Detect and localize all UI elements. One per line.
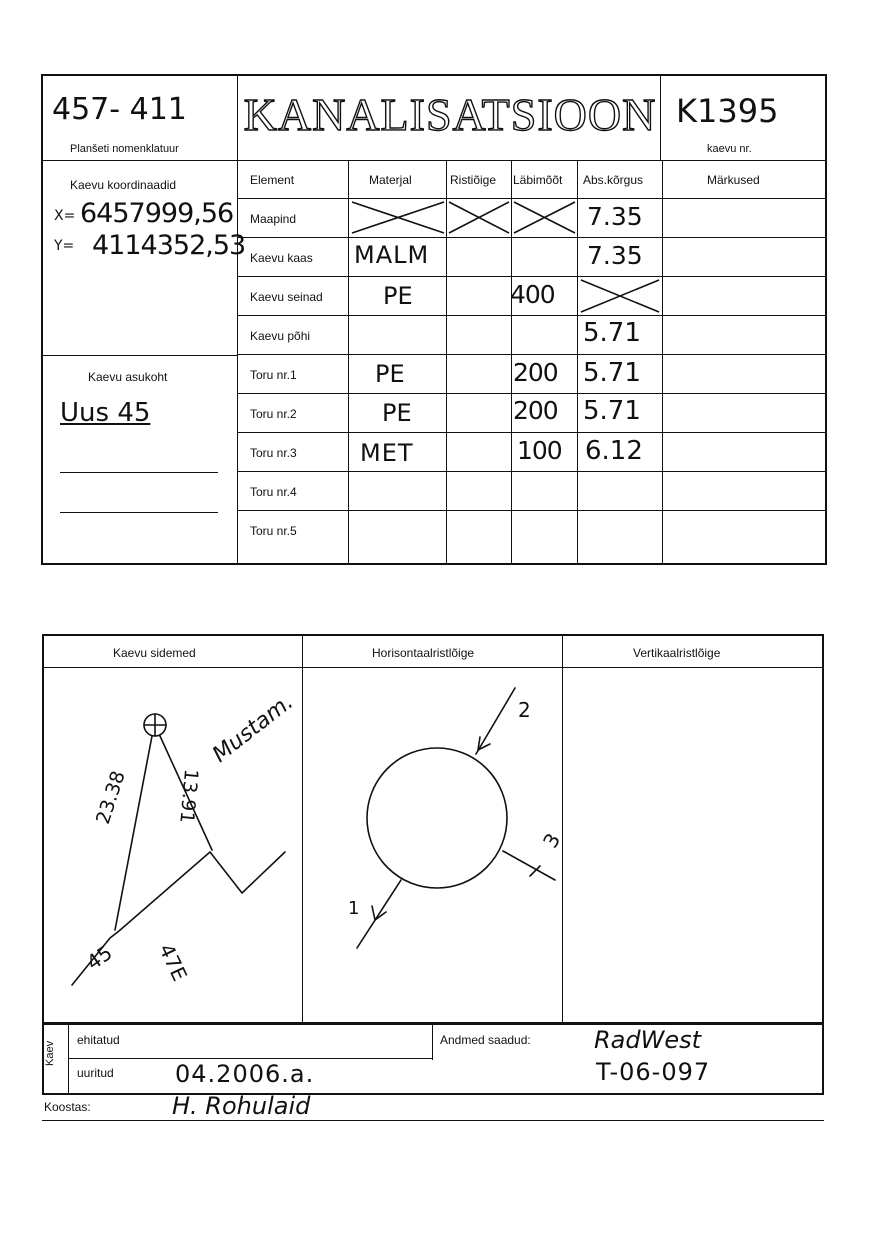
cell-pipe2-material: PE [382,399,412,427]
cell-pipe2-diameter: 200 [513,396,558,425]
pipe-1-line [357,880,401,948]
compiled-label: Koostas: [44,1100,91,1114]
col-header-abs: Abs.kõrgus [583,173,644,187]
col-header-material: Materjal [369,173,412,187]
cell-walls-material: PE [383,282,413,310]
pipe-1-label: 1 [348,898,360,919]
well-section-circle [367,748,507,888]
coordinates-label: Kaevu koordinaadid [70,178,177,192]
cell-lid-abs: 7.35 [587,241,643,270]
house-number-45: 45 [82,940,117,975]
data-given-label: Andmed saadud: [440,1033,531,1047]
well-number-value: K1395 [676,92,779,130]
row-label-bottom: Kaevu põhi [250,329,311,343]
col-header-cross: Ristiõige [450,173,497,187]
row-label-pipe-1: Toru nr.1 [250,368,297,382]
col-header-diameter: Läbimõõt [513,173,563,187]
x-prefix: X= [54,208,76,224]
cell-pipe1-material: PE [375,360,405,388]
map-sheet-label: Planšeti nomenklatuur [70,143,179,155]
tie-distance-1: 23.38 [92,768,130,827]
data-given-value-2: T-06-097 [596,1058,711,1086]
pipe-2-line [476,688,515,754]
pipe-3-line [503,851,555,880]
map-sheet-value: 457- 411 [52,92,187,127]
cell-pipe1-diameter: 200 [513,358,558,387]
cell-ground-abs: 7.35 [587,202,643,231]
tie-line-1 [115,736,152,930]
cell-pipe1-abs: 5.71 [583,358,641,388]
row-label-pipe-5: Toru nr.5 [250,524,297,538]
cell-pipe3-abs: 6.12 [585,436,643,466]
well-number-label: kaevu nr. [707,143,752,155]
row-label-lid: Kaevu kaas [250,251,313,265]
location-value: Uus 45 [60,398,151,428]
col-header-element: Element [250,173,295,187]
ties-header: Kaevu sidemed [113,646,196,660]
cell-lid-material: MALM [354,241,430,269]
pipe-3-label: 3 [538,828,566,852]
cell-pipe3-diameter: 100 [517,436,562,465]
row-label-ground: Maapind [250,212,297,226]
house-number-47e: 47E [154,940,193,985]
cell-pipe2-abs: 5.71 [583,396,641,426]
footer-side-label: Kaev [44,1040,56,1066]
page-title: KANALISATSIOON [243,89,657,140]
pipe-2-label: 2 [518,698,531,722]
location-label: Kaevu asukoht [88,370,168,384]
row-label-pipe-3: Toru nr.3 [250,446,297,460]
y-coordinate-value: 4114352,53 [92,230,246,261]
cell-bottom-abs: 5.71 [583,318,641,348]
row-label-pipe-4: Toru nr.4 [250,485,297,499]
horizontal-section-header: Horisontaalristlõige [372,646,475,660]
cell-pipe3-material: MET [360,439,414,467]
compiled-value: H. Rohulaid [172,1092,311,1120]
cell-walls-diameter: 400 [510,280,555,309]
row-label-pipe-2: Toru nr.2 [250,407,297,421]
data-given-value-1: RadWest [594,1026,702,1054]
y-prefix: Y= [54,238,75,254]
built-label: ehitatud [77,1033,120,1047]
building-label: Mustam. [208,689,299,768]
tie-distance-2: 13.91 [175,768,202,825]
x-coordinate-value: 6457999,56 [80,198,234,229]
vertical-section-header: Vertikaalristlõige [633,646,721,660]
row-label-walls: Kaevu seinad [250,290,323,304]
surveyed-label: uuritud [77,1066,114,1080]
col-header-notes: Märkused [707,173,760,187]
surveyed-value: 04.2006.a. [175,1060,315,1088]
